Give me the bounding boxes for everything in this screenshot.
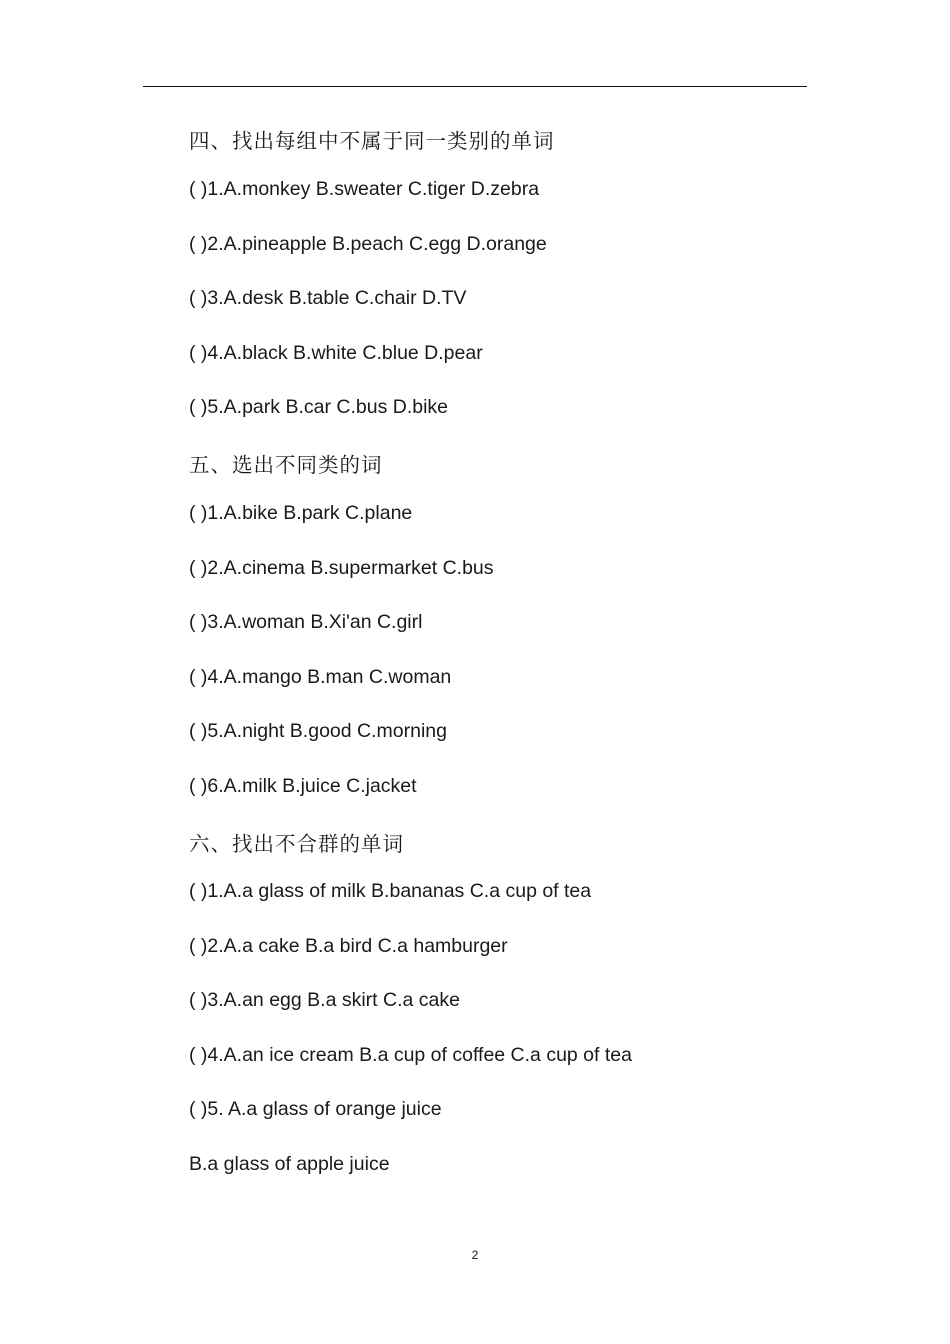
question-item: ( )1.A.monkey B.sweater C.tiger D.zebra (189, 178, 540, 200)
section-6-heading: 六、找出不合群的单词 (189, 832, 404, 856)
page-number: 2 (471, 1248, 479, 1262)
question-item: ( )6.A.milk B.juice C.jacket (189, 775, 417, 797)
question-item: ( )3.A.desk B.table C.chair D.TV (189, 287, 467, 309)
section-5-heading: 五、选出不同类的词 (189, 453, 383, 477)
question-item: ( )5. A.a glass of orange juice (189, 1098, 442, 1120)
question-item: ( )4.A.mango B.man C.woman (189, 666, 452, 688)
question-item: ( )3.A.woman B.Xi'an C.girl (189, 611, 423, 633)
question-item: ( )5.A.night B.good C.morning (189, 720, 447, 742)
question-item: ( )3.A.an egg B.a skirt C.a cake (189, 989, 460, 1011)
question-item: ( )4.A.black B.white C.blue D.pear (189, 342, 483, 364)
question-item: ( )1.A.a glass of milk B.bananas C.a cup of tea (189, 880, 592, 902)
question-item: ( )2.A.pineapple B.peach C.egg D.orange (189, 233, 547, 255)
question-item: ( )4.A.an ice cream B.a cup of coffee C.a cup of tea (189, 1044, 632, 1066)
question-item-continuation: B.a glass of apple juice (189, 1153, 390, 1175)
question-item: ( )5.A.park B.car C.bus D.bike (189, 396, 449, 418)
header-rule (143, 86, 807, 87)
question-item: ( )2.A.a cake B.a bird C.a hamburger (189, 935, 508, 957)
question-item: ( )1.A.bike B.park C.plane (189, 502, 413, 524)
section-4-heading: 四、找出每组中不属于同一类别的单词 (189, 129, 555, 153)
question-item: ( )2.A.cinema B.supermarket C.bus (189, 557, 494, 579)
